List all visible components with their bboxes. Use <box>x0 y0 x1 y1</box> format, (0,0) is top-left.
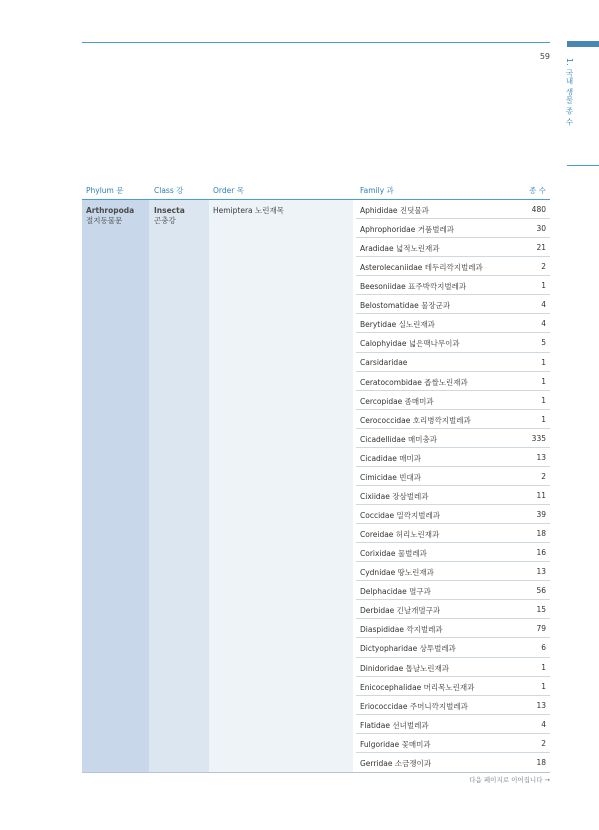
table-row <box>356 276 550 295</box>
top-rule <box>82 42 550 43</box>
table-row <box>356 505 550 524</box>
species-count: 2 <box>541 738 546 748</box>
family-name: Derbidae 긴날개멸구과 <box>360 606 441 616</box>
species-count: 18 <box>536 757 546 767</box>
table-row <box>356 753 550 772</box>
family-name: Aphididae 진딧물과 <box>360 206 429 215</box>
header-family: Family 과 <box>360 186 394 195</box>
table-row <box>356 524 550 543</box>
order-column-band <box>209 200 353 772</box>
phylum-korean: 절지동물문 <box>86 216 123 225</box>
family-name: Eriococcidae 주머니깍지벌레과 <box>360 701 468 711</box>
family-name: Fulgoridae 꽃매미과 <box>360 739 431 749</box>
header-class: Class 강 <box>154 186 184 195</box>
species-count: 11 <box>536 490 546 500</box>
table-row <box>356 581 550 600</box>
table-row <box>356 410 550 429</box>
table-row <box>356 467 550 486</box>
family-name: Diaspididae 깍지벌레과 <box>360 625 443 635</box>
class-korean: 곤충강 <box>154 216 176 225</box>
family-name: Enicocephalidae 머리목노린재과 <box>360 682 475 692</box>
side-chapter-label: 1. 국내 생물 종 수 <box>565 58 574 126</box>
table-row <box>356 314 550 333</box>
family-name: Gerridae 소금쟁이과 <box>360 758 432 768</box>
table-row <box>356 562 550 581</box>
table-row <box>356 448 550 467</box>
family-name: Cixiidae 장삼벌레과 <box>360 491 429 501</box>
species-count: 1 <box>541 662 546 672</box>
species-count: 15 <box>536 605 546 615</box>
table-row <box>356 619 550 638</box>
species-count: 5 <box>541 338 546 348</box>
family-name: Flatidae 선녀벌레과 <box>360 720 429 730</box>
species-count: 4 <box>541 719 546 729</box>
table-row <box>356 638 550 657</box>
table-row <box>356 696 550 715</box>
family-name: Aphrophoridae 거품벌레과 <box>360 225 455 235</box>
family-name: Dinidoridae 톱날노린재과 <box>360 663 450 673</box>
table-row <box>356 543 550 562</box>
species-count: 39 <box>536 510 546 519</box>
species-count: 1 <box>541 281 546 291</box>
species-count: 2 <box>541 471 546 481</box>
species-count: 13 <box>536 567 546 577</box>
family-name: Coccidae 밀깍지벌레과 <box>360 511 440 520</box>
species-count: 1 <box>541 681 546 691</box>
species-count: 21 <box>536 243 546 253</box>
family-name: Dictyopharidae 상투벌레과 <box>360 644 456 654</box>
species-count: 1 <box>541 414 546 424</box>
phylum-latin: Arthropoda <box>86 206 135 215</box>
species-count: 30 <box>536 224 546 234</box>
header-phylum: Phylum 문 <box>86 186 124 195</box>
order-cell: Hemiptera 노린재목 <box>213 206 285 215</box>
species-count: 1 <box>541 357 546 367</box>
family-name: Cicadellidae 매미충과 <box>360 434 438 444</box>
page-number: 59 <box>539 52 550 61</box>
bottom-rule <box>82 772 550 773</box>
family-name: Cimicidae 빈대과 <box>360 472 422 482</box>
class-latin: Insecta <box>154 206 185 215</box>
table-row <box>356 333 550 352</box>
species-count: 1 <box>541 395 546 405</box>
family-name: Coreidae 허리노린재과 <box>360 530 440 540</box>
table-row <box>356 600 550 619</box>
table-row <box>356 429 550 448</box>
table-header <box>82 180 550 200</box>
species-count: 4 <box>541 300 546 310</box>
family-name: Cercopidae 좀매미과 <box>360 396 434 406</box>
species-count: 335 <box>531 433 546 443</box>
species-count: 18 <box>536 529 546 539</box>
header-count: 종 수 <box>529 186 546 195</box>
table-row <box>356 715 550 734</box>
family-name: Cydnidae 땅노린재과 <box>360 568 434 578</box>
family-name: Carsidaridae <box>360 357 408 367</box>
family-name: Asterolecaniidae 테두리깍지벌레과 <box>360 263 483 273</box>
table-row <box>356 677 550 696</box>
species-count: 480 <box>531 205 546 214</box>
family-name: Cicadidae 매미과 <box>360 453 421 463</box>
species-count: 1 <box>541 376 546 386</box>
species-count: 79 <box>536 624 546 634</box>
table-row <box>356 257 550 276</box>
species-count: 6 <box>541 643 546 653</box>
family-name: Berytidae 실노린재과 <box>360 320 435 330</box>
species-count: 56 <box>536 586 546 596</box>
header-order: Order 목 <box>213 186 244 195</box>
family-name: Belostomatidae 물장군과 <box>360 301 451 311</box>
species-count: 2 <box>541 262 546 272</box>
class-column-band <box>149 200 209 772</box>
continue-note: 다음 페이지로 이어집니다 → <box>469 776 550 784</box>
side-rule <box>567 165 599 166</box>
side-tab-bar <box>567 41 599 47</box>
family-rows <box>356 200 550 772</box>
phylum-column-band <box>82 200 149 772</box>
species-count: 13 <box>536 452 546 462</box>
family-name: Cerococcidae 호리병깍지벌레과 <box>360 415 471 425</box>
species-count: 16 <box>536 548 546 558</box>
species-table <box>82 180 550 772</box>
table-row <box>356 391 550 410</box>
table-row <box>356 734 550 753</box>
phylum-cell <box>86 206 134 226</box>
family-name: Delphacidae 멸구과 <box>360 587 431 597</box>
species-count: 13 <box>536 700 546 710</box>
table-row <box>356 372 550 391</box>
species-count: 4 <box>541 319 546 329</box>
table-row <box>356 658 550 677</box>
table-row <box>356 219 550 238</box>
table-row <box>356 200 550 219</box>
family-name: Corixidae 물벌레과 <box>360 549 427 559</box>
family-name: Beesoniidae 표주박깍지벌레과 <box>360 282 467 292</box>
table-row <box>356 238 550 257</box>
family-name: Aradidae 넓적노린재과 <box>360 244 440 254</box>
family-name: Calophyidae 넓은맥나무이과 <box>360 339 460 349</box>
table-body <box>82 200 550 772</box>
table-row <box>356 353 550 372</box>
family-name: Ceratocombidae 좁쌀노린재과 <box>360 377 468 387</box>
table-row <box>356 295 550 314</box>
class-cell <box>154 206 185 226</box>
table-row <box>356 486 550 505</box>
